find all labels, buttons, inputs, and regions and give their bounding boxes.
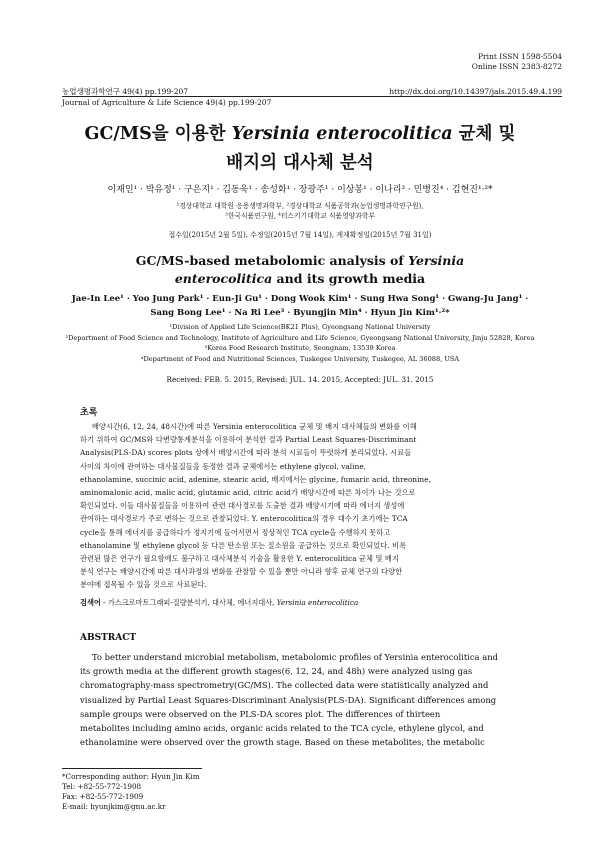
affiliations-english	[20, 322, 580, 364]
journal-header-en: Journal of Agriculture & Life Science 49(4) pp.199-207	[62, 98, 272, 107]
authors-en-line2: Sang Bong Lee¹ · Na Ri Lee³ · Byungjin Min⁴ · Hyun Jin Kim¹·²*	[150, 308, 450, 318]
aff-en-line3: ³Korea Food Research Institute, Seongnam, 13539 Korea	[204, 344, 396, 352]
doi-link[interactable]: http://dx.doi.org/10.14397/jals.2015.49.4.199	[389, 87, 562, 96]
abstract-kr-line: 분석 연구는 배양시간에 따른 대사과정의 변화를 관찰할 수 있을 뿐만 아니라 향후 균체 연구의 다양한	[80, 567, 403, 577]
abstract-en-line: its growth media at the different growth stages(6, 12, 24, and 48h) were analyzed using gas	[80, 666, 473, 677]
abstract-kr-line: ethanolamine 및 ethylene glycol 등 다른 탄소원 또는 질소원을 공급하는 것으로 확인되었다. 비록	[80, 540, 407, 550]
title-english	[40, 252, 560, 288]
dates-korean: 접수일(2015년 2월 5일), 수정일(2015년 7월 14일), 게재확정일(2015년 7월 31일)	[168, 231, 432, 239]
title-kr-suffix: 균체 및	[452, 124, 516, 144]
title-kr-prefix: GC/MS을 이용한	[84, 124, 232, 144]
authors-english	[45, 292, 555, 320]
fax: Fax: +82-55-772-1909	[62, 792, 144, 801]
keywords-species: Yersinia enterocolitica	[276, 598, 359, 607]
aff-en-line2: ²Department of Food Science and Technology, Institute of Agriculture and Life Science, Gyeongsang National University, Jinju 52828, Korea	[65, 333, 535, 342]
abstract-kr-line: 확인되었다. 이들 대사물질들을 이용하여 관련 대사경로를 도출한 결과 배양시기에 따라 에너지 생성에	[80, 501, 405, 511]
abstract-kr-line: 배양시간(6, 12, 24, 48시간)에 따른 Yersinia enterocolitica 균체 및 배지 대사체들의 변화를 이해	[92, 422, 417, 431]
online-issn: Online ISSN 2383-8272	[471, 62, 562, 71]
keywords	[80, 598, 535, 608]
abstract-en-line: visualized by Partial Least Squares-Discriminant Analysis(PLS-DA). Significant differences among	[80, 694, 497, 705]
abstract-en-body	[80, 650, 535, 749]
corresponding-author: *Corresponding author: Hyun Jin Kim	[62, 772, 200, 781]
title-en-line2	[40, 270, 560, 288]
dates-english: Received: FEB. 5. 2015, Revised: JUL. 14. 2015, Accepted: JUL. 31. 2015	[166, 375, 434, 384]
title-korean	[40, 120, 560, 178]
abstract-kr-line: aminomalonic acid, malic acid, glutamic acid, citric acid가 배양시간에 따른 차이가 나는 것으로	[80, 487, 416, 497]
abstract-kr-line: 관여하는 대사경로가 주로 변하는 것으로 관찰되었다. Y. enterocolitica의 경우 대수기 초기에는 TCA	[80, 514, 408, 524]
title-en-genus: Yersinia	[408, 253, 465, 268]
aff-kr-line2: ³한국식품연구원, ⁴터스키기대학교 식품영양과학부	[225, 212, 375, 220]
affiliations-korean	[60, 201, 540, 221]
abstract-kr-line: 분야에 접목될 수 있을 것으로 사료된다.	[80, 580, 207, 590]
aff-en-line1: ¹Division of Applied Life Science(BK21 Plus), Gyeongsang National University	[169, 323, 431, 331]
abstract-en-line: metabolites including amino acids, organic acids related to the TCA cycle, ethylene glycol, and	[80, 722, 484, 733]
abstract-en-line: sample groups were observed on the PLS-DA scores plot. The differences of thirteen	[80, 708, 441, 719]
keywords-text: - 가스크로마토그래피-질량분석기, 대사체, 에너지대사,	[100, 598, 277, 607]
title-kr-species: Yersinia enterocolitica	[231, 124, 453, 144]
abstract-kr-line: 하기 위하여 GC/MS와 다변량통계분석을 이용하여 분석한 결과 Partial Least Squares-Discriminant	[80, 435, 417, 445]
keywords-label: 검색어	[80, 598, 101, 607]
issn-block	[472, 52, 562, 72]
abstract-kr-line: 사이의 차이에 관여하는 대사물질들을 동정한 결과 균체에서는 ethylene glycol, valine,	[80, 461, 367, 471]
title-en-species: enterocolitica	[174, 271, 273, 286]
abstract-kr-body	[80, 420, 535, 591]
abstract-kr-line: ethanolamine, succinic acid, adenine, stearic acid, 배지에서는 glycine, fumaric acid, threonine,	[80, 474, 431, 484]
email[interactable]: E-mail: hyunjkim@gnu.ac.kr	[62, 802, 166, 811]
authors-korean: 이재인¹ · 박유정¹ · 구은지¹ · 김동욱¹ · 송성화¹ · 장광주¹ · 이상봉¹ · 이나리³ · 민병진⁴ · 김현진¹·²*	[107, 185, 493, 195]
header-divider	[62, 96, 562, 97]
abstract-en-line: ethanolamine were observed over the growth stage. Based on these metabolites, the metabolic	[80, 737, 485, 748]
footnote-divider	[62, 768, 202, 769]
journal-header-kr: 농업생명과학연구 49(4) pp.199-207	[62, 87, 189, 96]
abstract-en-line: To better understand microbial metabolism, metabolomic profiles of Yersinia enterocolitica and	[92, 652, 498, 662]
title-kr-line1	[40, 120, 560, 149]
abstract-kr-heading: 초록	[80, 408, 98, 418]
abstract-kr-line: Analysis(PLS-DA) scores plots 상에서 배양시간에 따라 분석 시료들이 뚜렷하게 분리되었다. 시료들	[80, 448, 412, 458]
abstract-kr-line: cycle을 통해 에너지를 공급하다가 정지기에 들어서면서 정상적인 TCA cycle을 수행하지 못하고	[80, 527, 391, 537]
title-en-suffix: and its growth media	[272, 271, 426, 286]
footnote	[62, 772, 200, 812]
abstract-en-heading: ABSTRACT	[80, 633, 137, 643]
abstract-kr-line: 관련된 많은 연구가 필요함에도 불구하고 대사체분석 기술을 활용한 Y. enterocolitica 균체 및 배지	[80, 553, 399, 563]
authors-en-line1: Jae-In Lee¹ · Yoo Jung Park¹ · Eun-Ji Gu¹ · Dong Wook Kim¹ · Sung Hwa Song¹ · Gwang-Ju Jang¹ ·	[71, 294, 529, 304]
abstract-en-line: chromatography-mass spectrometry(GC/MS). The collected data were statistically analyzed and	[80, 680, 489, 691]
aff-kr-line1: ¹경상대학교 대학원 응용생명과학부, ²경상대학교 식품공학과(농업생명과학연구원),	[176, 202, 424, 210]
title-en-line1	[40, 252, 560, 270]
aff-en-line4: ⁴Department of Food and Nutritional Sciences, Tuskegee University, Tuskegee, AL 36088, USA	[140, 354, 460, 363]
title-kr-line2: 배지의 대사체 분석	[226, 153, 374, 173]
print-issn: Print ISSN 1598-5504	[477, 52, 562, 61]
tel: Tel: +82-55-772-1908	[62, 782, 142, 791]
title-en-prefix: GC/MS-based metabolomic analysis of	[135, 253, 409, 268]
